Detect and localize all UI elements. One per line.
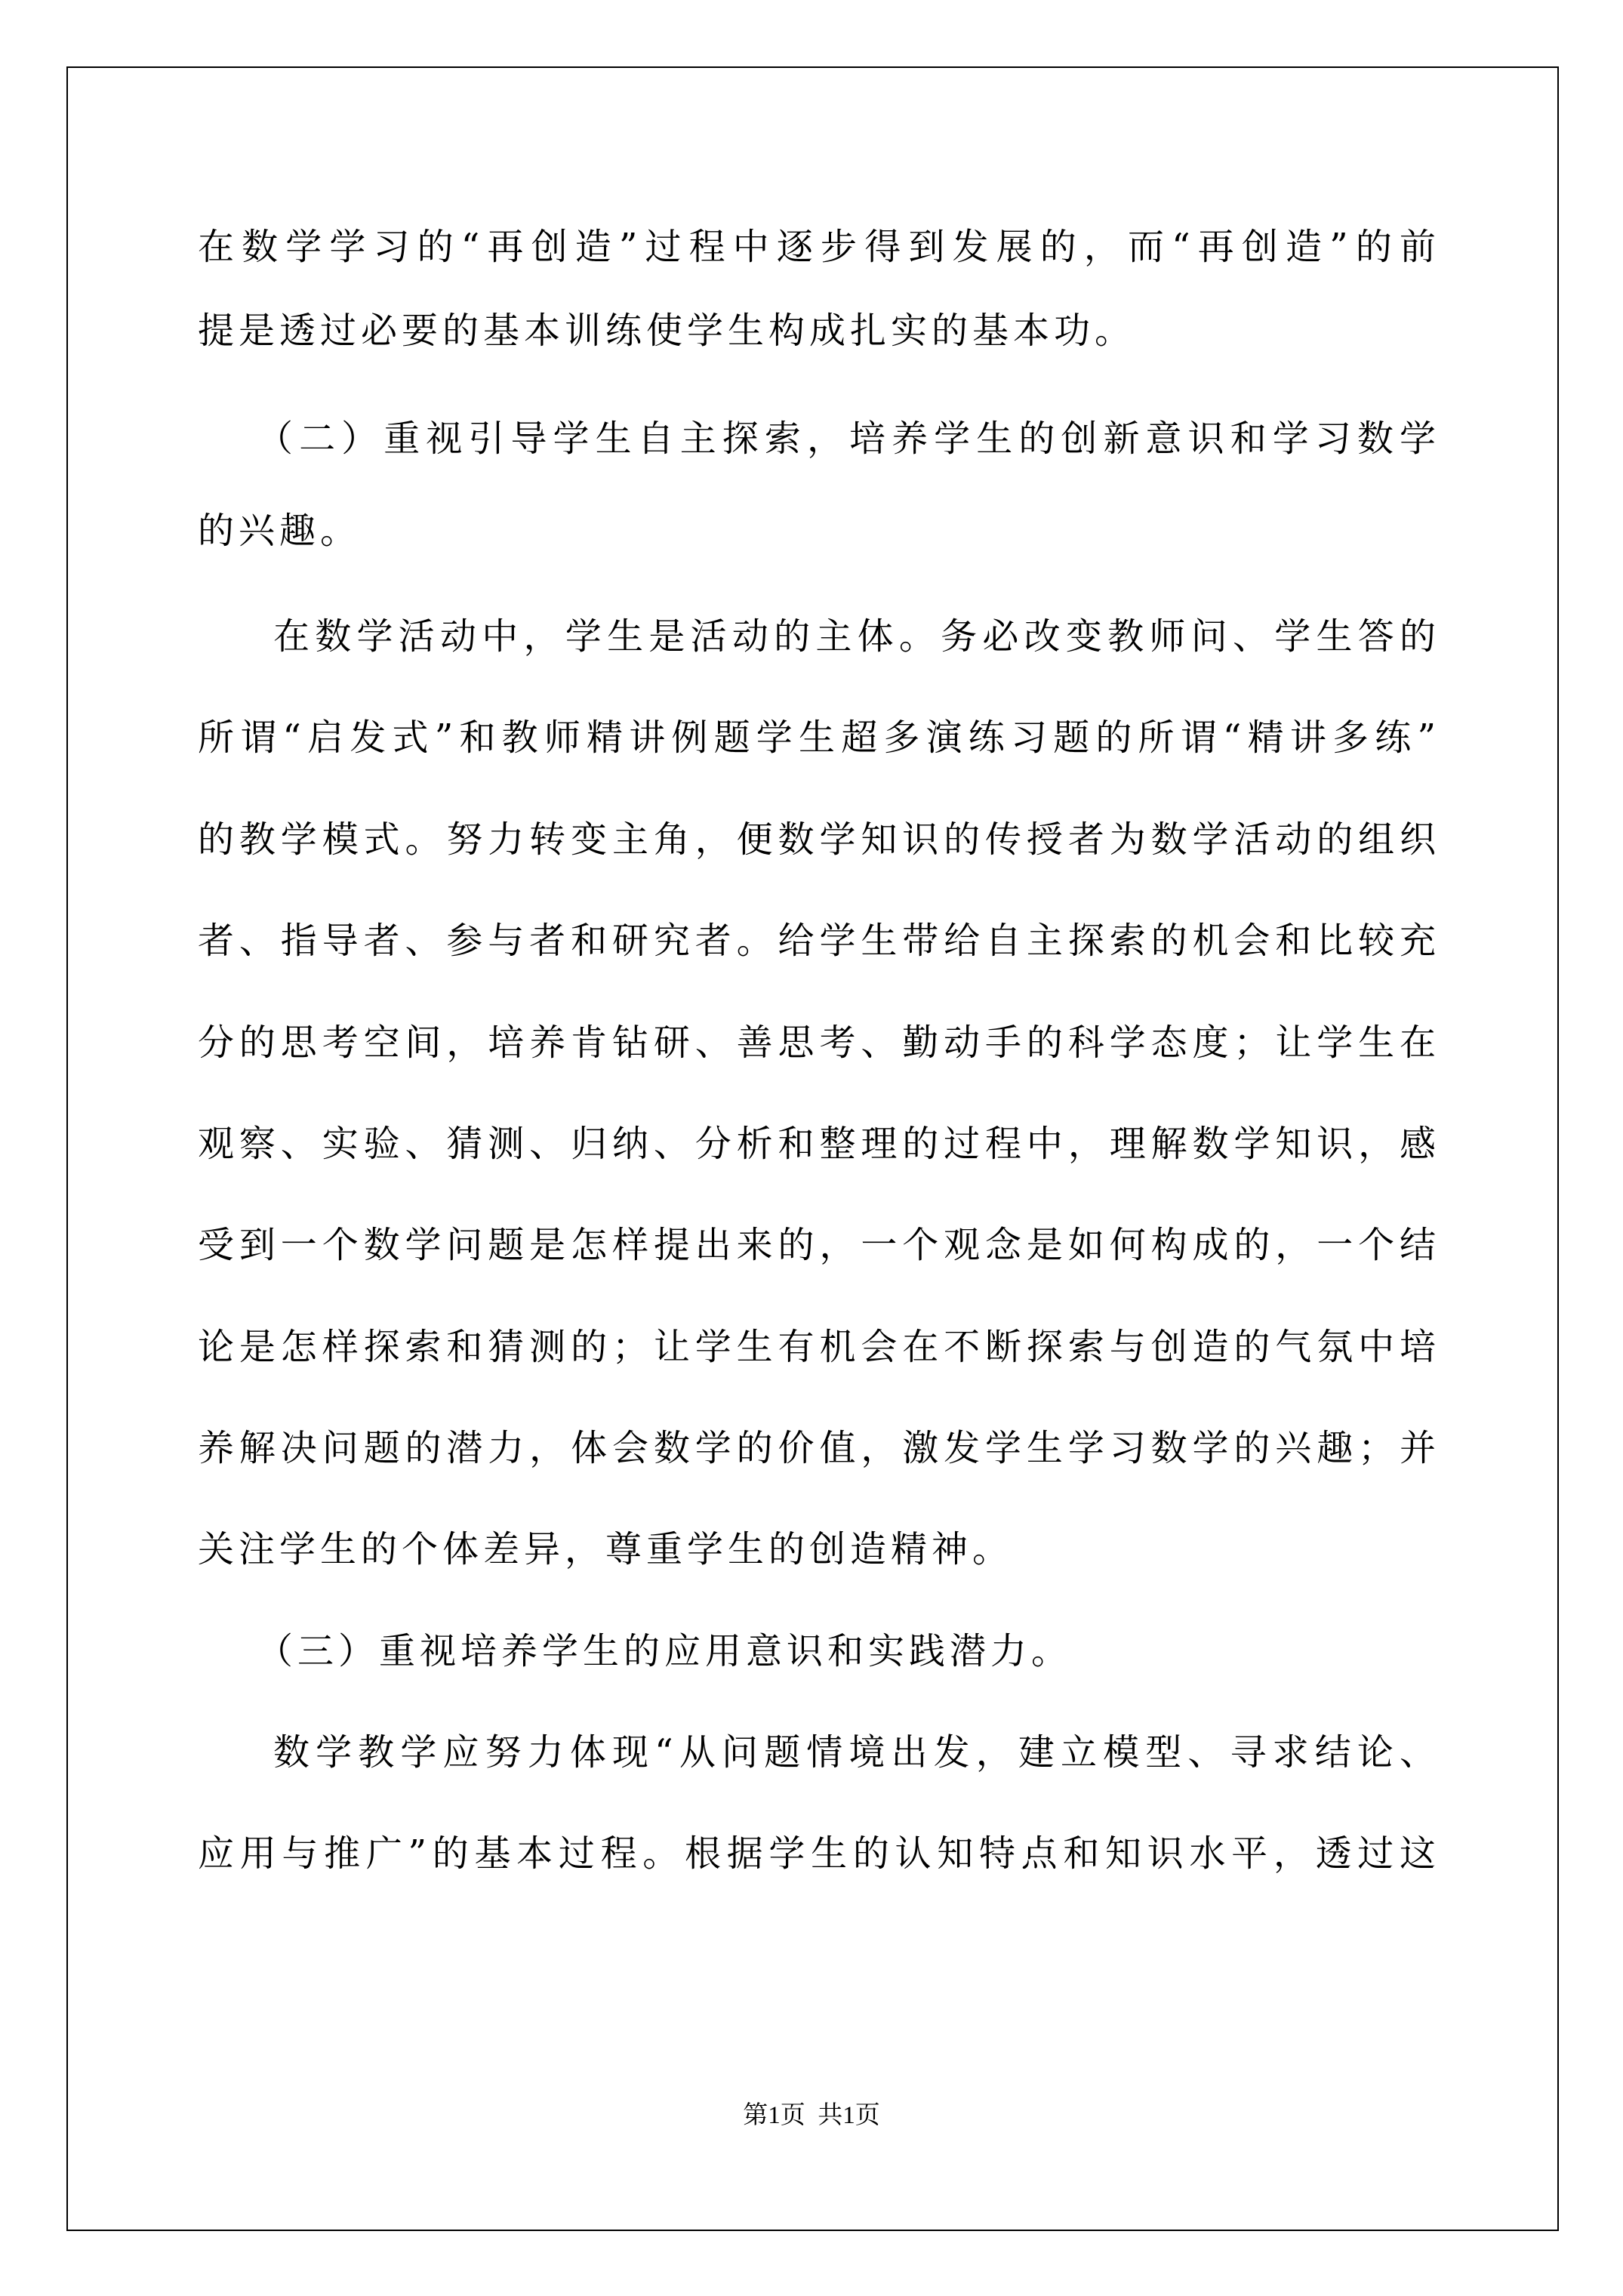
text-line-17: 应用与推广”的基本过程。根据学生的认知特点和知识水平，透过这 [198, 1832, 1436, 1875]
paragraph-start-line: 在数学活动中，学生是活动的主体。务必改变教师问、学生答的 [273, 615, 1436, 658]
text-line-2: 提是透过必要的基本训练使学生构成扎实的基本功。 [198, 310, 1136, 352]
text-line-8: 者、指导者、参与者和研究者。给学生带给自主探索的机会和比较充 [198, 920, 1436, 962]
section-heading-2: （二）重视引导学生自主探索，培养学生的创新意识和学习数学 [257, 418, 1436, 460]
text-line-12: 论是怎样探索和猜测的；让学生有机会在不断探索与创造的气氛中培 [198, 1326, 1436, 1368]
text-line-1: 在数学学习的“再创造”过程中逐步得到发展的，而“再创造”的前 [198, 226, 1436, 268]
text-line-13: 养解决问题的潜力，体会数学的价值，激发学生学习数学的兴趣；并 [198, 1427, 1436, 1469]
text-line-10: 观察、实验、猜测、归纳、分析和整理的过程中，理解数学知识，感 [198, 1123, 1436, 1165]
text-line-7: 的教学模式。努力转变主角，便数学知识的传授者为数学活动的组织 [198, 818, 1436, 861]
text-line-11: 受到一个数学问题是怎样提出来的，一个观念是如何构成的，一个结 [198, 1224, 1436, 1266]
section-heading-3: （三）重视培养学生的应用意识和实践潜力。 [257, 1630, 1073, 1672]
text-line-14: 关注学生的个体差异，尊重学生的创造精神。 [198, 1528, 1014, 1570]
text-line-6: 所谓“启发式”和教师精讲例题学生超多演练习题的所谓“精讲多练” [198, 717, 1436, 759]
text-line-4: 的兴趣。 [198, 510, 362, 552]
page-footer: 第1页 共1页 [743, 2102, 880, 2129]
text-line-9: 分的思考空间，培养肯钻研、善思考、勤动手的科学态度；让学生在 [198, 1022, 1436, 1064]
paragraph-start-line-2: 数学教学应努力体现“从问题情境出发，建立模型、寻求结论、 [273, 1731, 1436, 1774]
